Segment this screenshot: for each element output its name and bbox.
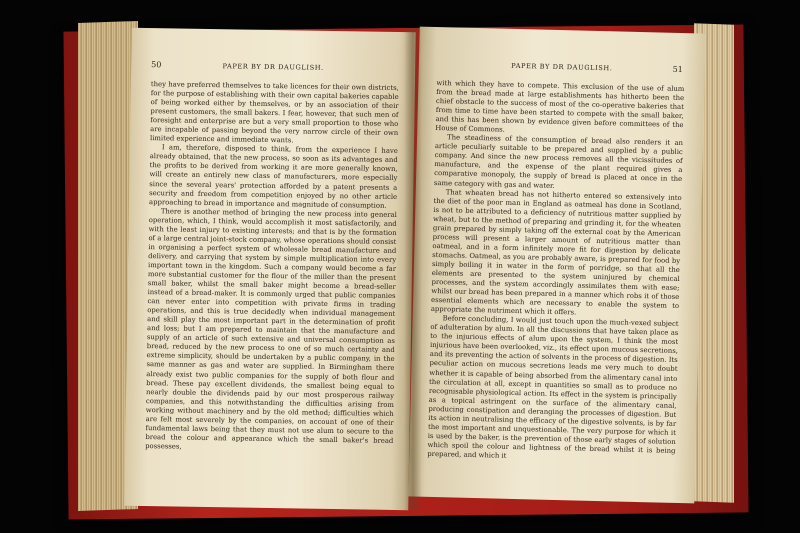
right-page-text [426,79,684,495]
paragraph: Before concluding, I would just touch upon the much-vexed subject of adulteration by alum. In all the discussions that have taken place as to the injurious effects of alum upon the system, I think the most injurious have been overlooked, viz., its effect upon mucous secretions, and its preventing the action of solvents in the process of digestion. Its peculiar action on mucous secretions leads me very much to doubt whether it is capable of being absorbed from the alimentary canal into the circulation at all, except in quantities so small as to produce no recognisable physiological action. Its effect in the system is principally as a topical astringent on the surface of the alimentary canal, producing constipation and deranging the processes of digestion. But its action in neutralising the efficacy of the digestive solvents, is by far the most important and unquestionable. The very purpose for which it is used by the baker, is the prevention of those early stages of solution which spoil the colour and lightness of the bread whilst it is being prepared, and which it [427,314,679,460]
paragraph: The steadiness of the consumption of bread also renders it an article peculiarly suitable to be prepared and supplied by a public company. And since the new process removes all the vicissitudes of manufacture, and the expense of the plant required gives a comparative monopoly, the supply of bread is placed at once in the same category with gas and water. [433,133,684,190]
left-page-text [144,80,399,502]
right-running-title: PAPER BY DR DAUGLISH. [511,61,613,73]
paragraph: they have preferred themselves to take licences for their own districts, for the purpose of establishing with their own capital bakeries capable of being worked either by themselves, or by an association of their present customers, the small bakers. I fear, however, that such men of foresight and enterprise are but a very small proportion to those who are incapable of passing beyond the very narrow circle of their own limited experience and immediate wants. [149,80,399,145]
left-page-number: 50 [151,60,162,70]
left-running-head [131,60,415,76]
paragraph: That wheaten bread has not hitherto entered so extensively into the diet of the poor man in England as oatmeal has done in Scotland, is not to be attributed to a deficiency of nutritious matter supplied by wheat, but to the method of preparing and grinding it, for the wheaten grain prepared by simply taking off the external coat by the American process will present a larger amount of nutritious matter than oatmeal, and in a form infinitely more fit for digestion by delicate stomachs. Oatmeal, as you are probably aware, is prepared for food by simply boiling it in water in the form of porridge, so that all the elements are presented to the system uninjured by chemical processes, and the system accordingly assimilates them with ease; whilst our bread has been prepared in a manner which robs it of those essential elements which are necessary to enable the system to appropriate the nutriment which it offers. [430,187,682,317]
left-running-title: PAPER BY DR DAUGLISH. [222,62,324,72]
right-page [408,27,705,504]
right-page-number: 51 [672,64,683,75]
left-page [124,28,415,510]
paragraph: with which they have to compete. This exclusion of the use of alum from the bread made at large establishments has hitherto been the chief obstacle to the success of most of the co-operative bakeries that from time to time have been started to compete with the small baker, and this has been shown by evidence given before committees of the House of Commons. [435,79,685,134]
paragraph: There is another method of bringing the new process into general operation, which, I think, would accomplish it most satisfactorily, and with the least injury to existing interests; and that is by the formation of a large central joint-stock company, whose operations should consist in organising a perfect system of wholesale bread manufacture and delivery, and carrying that system by simple multiplication into every important town in the kingdom. Such a company would become a far more substantial customer for the flour of the miller than the present small baker, whilst the small baker might become a bread-seller instead of a bread-maker. It is commonly urged that public companies can never enter into competition with private firms in trading operations, and this is true decidedly when individual management and skill play the most important part in the determination of profit and loss; but I am prepared to maintain that the manufacture and supply of an article of such extensive and universal consumption as bread, reduced by the new process to one of so much certainty and extreme simplicity, should be undertaken by a public company, in the same manner as gas and water are supplied. In Birmingham there already exist two public companies for the supply of both flour and bread. These pay excellent dividends, the smallest being equal to nearly double the dividends paid by our most prosperous railway companies, and this notwithstanding the difficulties arising from working without machinery and by the old method; difficulties which are felt most severely by the companies, on account of one of their fundamental laws being that they must not use alum to secure to the bread the colour and appearance which the small baker's bread possesses, [145,206,397,451]
right-running-head [419,59,705,78]
paragraph: I am, therefore, disposed to think, from the experience I have already obtained, that the new process, so soon as its advantages and the profits to be derived from working it are more generally known, will create an entirely new class of manufacturers, more especially since the several years' protection afforded by a patent presents a security and freedom from competition enjoyed by no other article approaching to bread in importance and magnitude of consumption. [148,143,398,210]
